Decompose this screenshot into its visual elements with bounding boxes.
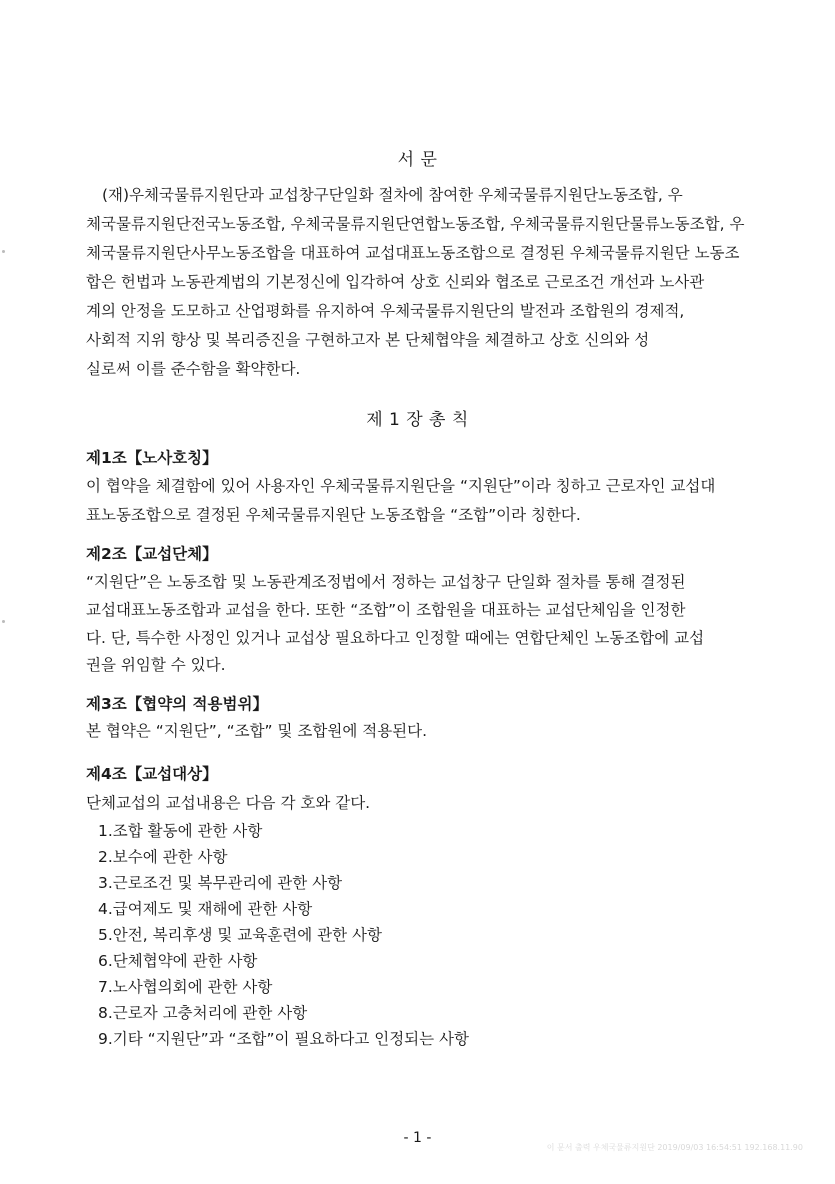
preface-line: (재)우체국물류지원단과 교섭창구단일화 절차에 참여한 우체국물류지원단노동조합, 우 [102,186,683,204]
article-line: 권을 위임할 수 있다. [86,656,226,674]
preface-title: 서 문 [397,150,438,170]
page-number: - 1 - [403,1130,432,1146]
chapter-title: 제 1 장 총 칙 [366,410,469,430]
scan-mark [2,620,5,623]
article-title: 제3조【협약의 적용범위】 [86,695,268,713]
article-line: 본 협약은 “지원단”, “조합” 및 조합원에 적용된다. [86,722,428,740]
list-item: 6.단체협약에 관한 사항 [98,952,258,970]
list-item: 2.보수에 관한 사항 [98,848,228,866]
preface-line: 합은 헌법과 노동관계법의 기본정신에 입각하여 상호 신뢰와 협조로 근로조건 개선과 노사관 [86,273,705,291]
article-line: 다. 단, 특수한 사정인 있거나 교섭상 필요하다고 인정할 때에는 연합단체인 노동조합에 교섭 [86,629,705,647]
preface-line: 체국물류지원단사무노동조합을 대표하여 교섭대표노동조합으로 결정된 우체국물류지원단 노동조 [86,244,740,262]
list-item: 8.근로자 고충처리에 관한 사항 [98,1004,308,1022]
preface-line: 체국물류지원단전국노동조합, 우체국물류지원단연합노동조합, 우체국물류지원단물류노동조합, 우 [86,215,745,233]
scan-mark [2,250,5,253]
article-line: 단체교섭의 교섭내용은 다음 각 호와 같다. [86,794,371,812]
preface-line: 사회적 지위 향상 및 복리증진을 구현하고자 본 단체협약을 체결하고 상호 신의와 성 [86,331,650,349]
article-line: “지원단”은 노동조합 및 노동관계조정법에서 정하는 교섭창구 단일화 절차를 통해 결정된 [86,573,686,591]
article-title: 제2조【교섭단체】 [86,545,218,563]
list-item: 1.조합 활동에 관한 사항 [98,822,263,840]
list-item: 9.기타 “지원단”과 “조합”이 필요하다고 인정되는 사항 [98,1030,470,1048]
article-title: 제4조【교섭대상】 [86,765,218,783]
list-item: 5.안전, 복리후생 및 교육훈련에 관한 사항 [98,926,382,944]
article-line: 교섭대표노동조합과 교섭을 한다. 또한 “조합”이 조합원을 대표하는 교섭단체임을 인정한 [86,601,686,619]
article-title: 제1조【노사호칭】 [86,449,218,467]
preface-line: 계의 안정을 도모하고 산업평화를 유지하여 우체국물류지원단의 발전과 조합원의 경제적, [86,302,685,320]
print-stamp: 이 문서 출력 우체국물류지원단 2019/09/03 16:54:51 192.168.11.90 [546,1143,803,1152]
list-item: 7.노사협의회에 관한 사항 [98,978,273,996]
list-item: 4.급여제도 및 재해에 관한 사항 [98,900,313,918]
article-line: 표노동조합으로 결정된 우체국물류지원단 노동조합을 “조합”이라 칭한다. [86,506,581,524]
list-item: 3.근로조건 및 복무관리에 관한 사항 [98,874,343,892]
preface-line: 실로써 이를 준수함을 확약한다. [86,360,301,378]
article-line: 이 협약을 체결함에 있어 사용자인 우체국물류지원단을 “지원단”이라 칭하고 근로자인 교섭대 [86,477,716,495]
